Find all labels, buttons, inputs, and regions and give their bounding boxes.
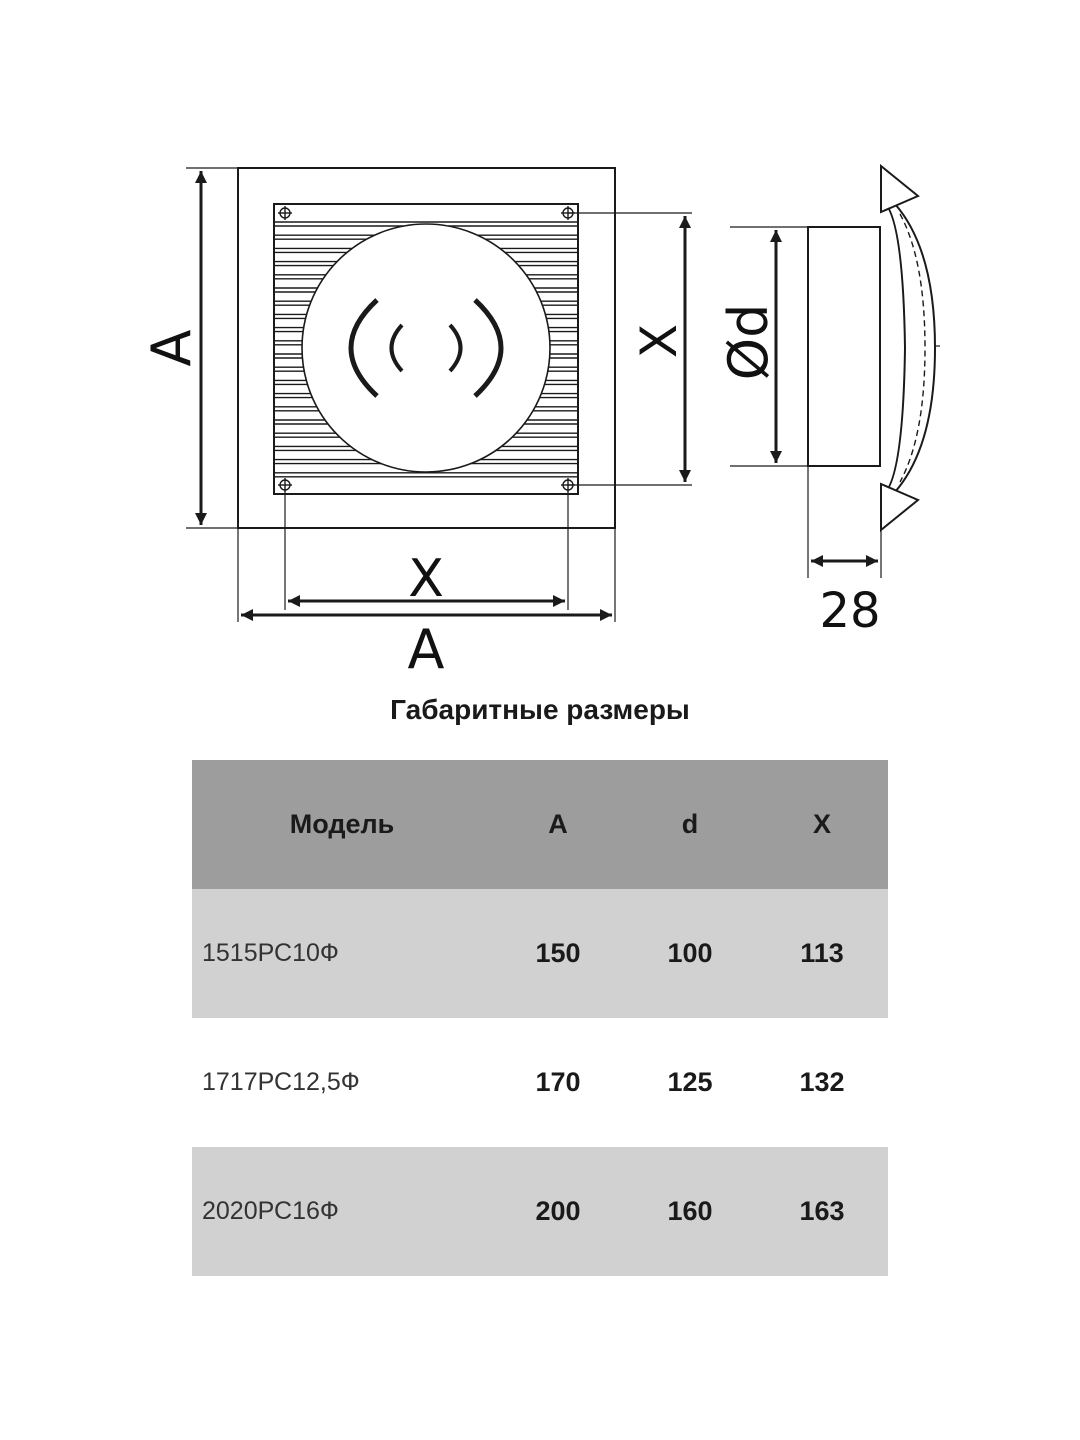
fan-arc-left-inner <box>392 325 403 371</box>
fan-arc-left-outer <box>351 300 377 396</box>
label-x-vertical: X <box>630 323 688 359</box>
cell-x: 132 <box>756 1018 888 1147</box>
duct-spigot <box>808 227 880 466</box>
screw-bottom-left <box>278 478 292 492</box>
header-model: Модель <box>192 760 492 889</box>
cell-a: 150 <box>492 889 624 1018</box>
table-header-row <box>192 760 888 889</box>
label-diameter: Ød <box>717 303 780 381</box>
cell-x: 163 <box>756 1147 888 1276</box>
front-view <box>238 168 615 528</box>
flange-top <box>881 166 918 212</box>
side-view <box>808 166 940 530</box>
cell-model: 1515РС10Ф <box>192 889 492 1018</box>
cell-d: 125 <box>624 1018 756 1147</box>
cell-d: 160 <box>624 1147 756 1276</box>
label-x-horizontal: X <box>408 549 444 609</box>
header-a: A <box>492 760 624 889</box>
fan-arc-right-outer <box>475 300 501 396</box>
table-row <box>192 1018 888 1147</box>
cell-d: 100 <box>624 889 756 1018</box>
dimensions-table <box>192 760 888 1276</box>
section-title: Габаритные размеры <box>390 694 690 725</box>
cell-x: 113 <box>756 889 888 1018</box>
cell-model: 2020РС16Ф <box>192 1147 492 1276</box>
header-x: X <box>756 760 888 889</box>
table-row <box>192 889 888 1018</box>
cell-model: 1717РС12,5Ф <box>192 1018 492 1147</box>
label-a-horizontal: A <box>407 618 445 681</box>
screw-top-left <box>278 206 292 220</box>
louver-slats <box>274 222 578 477</box>
flange-bottom <box>881 484 918 530</box>
grille-face-outer <box>895 204 935 492</box>
label-depth: 28 <box>819 583 881 639</box>
cell-a: 200 <box>492 1147 624 1276</box>
dimension-lines <box>186 168 881 622</box>
fan-circle <box>302 224 550 472</box>
technical-drawing <box>0 0 1080 690</box>
label-a-vertical: A <box>140 329 203 367</box>
grille-face-dashed <box>900 214 925 482</box>
fan-arc-right-inner <box>450 325 461 371</box>
table-row <box>192 1147 888 1276</box>
grille-profile <box>881 200 905 496</box>
header-d: d <box>624 760 756 889</box>
cell-a: 170 <box>492 1018 624 1147</box>
